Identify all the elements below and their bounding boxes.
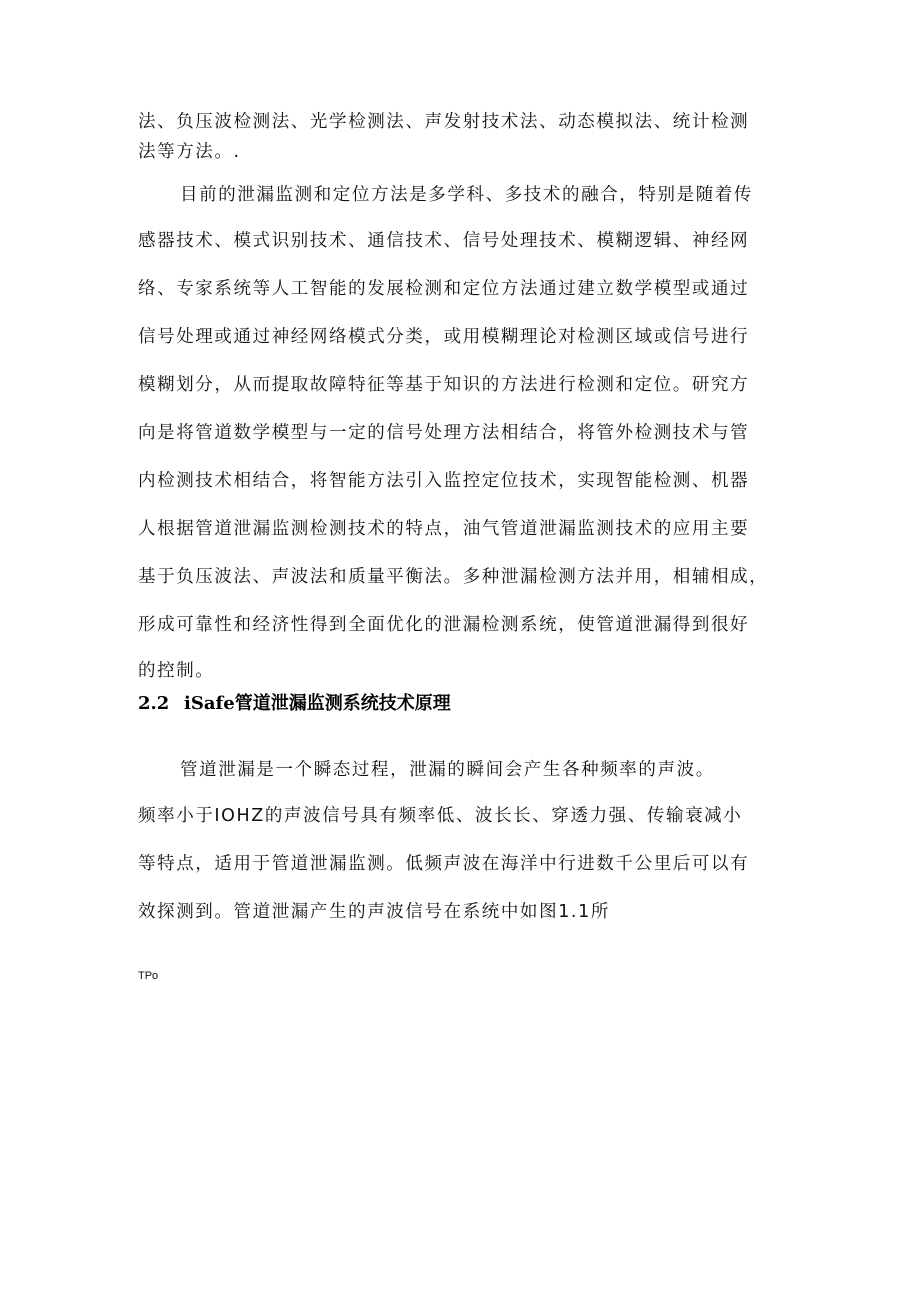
paragraph-3-line-4: 效探测到。管道泄漏产生的声波信号在系统中如图1.1所 xyxy=(138,902,610,922)
paragraph-2-line-11: 的控制。 xyxy=(138,661,215,681)
paragraph-2-line-8: 人根据管道泄漏监测检测技术的特点，油气管道泄漏监测技术的应用主要 xyxy=(138,519,750,539)
footer-mark: TPo xyxy=(138,970,159,982)
paragraph-2-line-4: 信号处理或通过神经网络模式分类，或用模糊理论对检测区域或信号进行 xyxy=(138,327,750,347)
paragraph-2-line-7: 内检测技术相结合，将智能方法引入监控定位技术，实现智能检测、机器 xyxy=(138,471,750,491)
paragraph-1-line-1: 法、负压波检测法、光学检测法、声发射技术法、动态模拟法、统计检测 xyxy=(138,112,750,132)
paragraph-2-line-1: 目前的泄漏监测和定位方法是多学科、多技术的融合，特别是随着传 xyxy=(180,185,753,205)
paragraph-2-line-10: 形成可靠性和经济性得到全面优化的泄漏检测系统，使管道泄漏得到很好 xyxy=(138,615,750,635)
paragraph-3-line-2: 频率小于IOHZ的声波信号具有频率低、波长长、穿透力强、传输衰减小 xyxy=(138,806,743,826)
paragraph-2-line-6: 向是将管道数学模型与一定的信号处理方法相结合，将管外检测技术与管 xyxy=(138,423,750,443)
paragraph-2-line-3: 络、专家系统等人工智能的发展检测和定位方法通过建立数学模型或通过 xyxy=(138,279,750,299)
paragraph-2-line-5: 模糊划分，从而提取故障特征等基于知识的方法进行检测和定位。研究方 xyxy=(138,375,750,395)
paragraph-1-line-2: 法等方法。. xyxy=(138,142,241,162)
paragraph-3-line-1: 管道泄漏是一个瞬态过程，泄漏的瞬间会产生各种频率的声波。 xyxy=(180,760,715,780)
paragraph-3-line-3: 等特点，适用于管道泄漏监测。低频声波在海洋中行进数千公里后可以有 xyxy=(138,854,750,874)
paragraph-2-line-9: 基于负压波法、声波法和质量平衡法。多种泄漏检测方法并用，相辅相成， xyxy=(138,567,769,587)
section-number: 2.2 xyxy=(138,693,170,714)
paragraph-2-line-2: 感器技术、模式识别技术、通信技术、信号处理技术、模糊逻辑、神经网 xyxy=(138,231,750,251)
section-heading xyxy=(138,692,451,716)
section-title: iSafe管道泄漏监测系统技术原理 xyxy=(184,693,451,714)
